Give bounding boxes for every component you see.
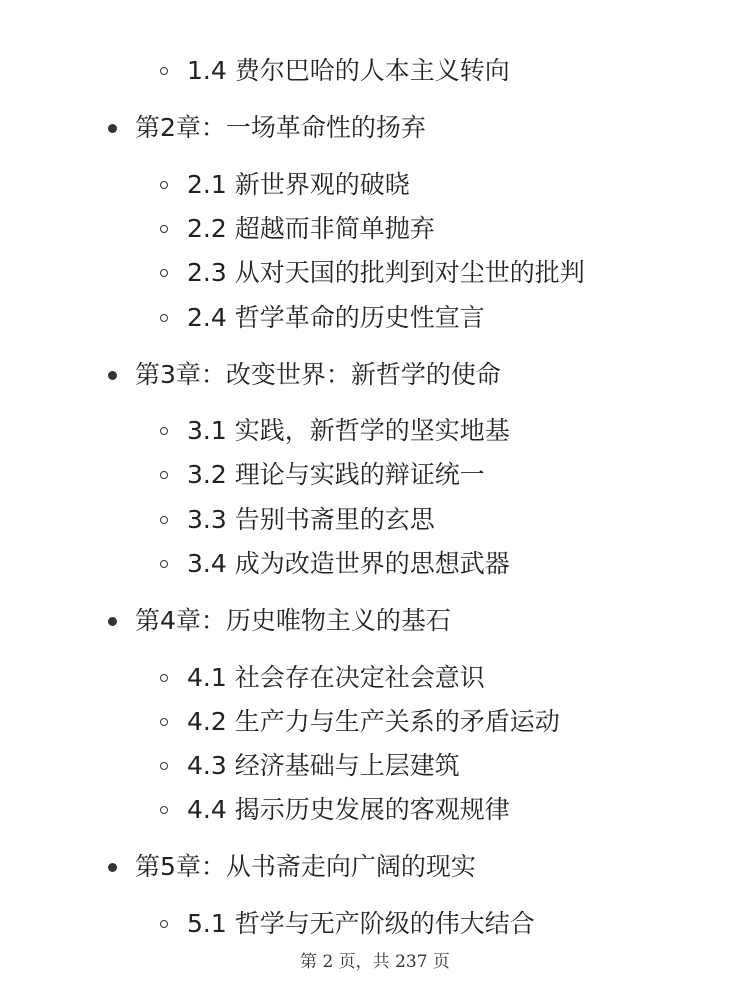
circle-bullet-icon — [160, 471, 168, 479]
toc-chapter-label: 第4章：历史唯物主义的基石 — [135, 606, 451, 635]
toc-section-label: 3.4 成为改造世界的思想武器 — [187, 549, 510, 578]
circle-bullet-icon — [160, 269, 168, 277]
circle-bullet-icon — [160, 674, 168, 682]
circle-bullet-icon — [160, 314, 168, 322]
toc-section-label: 1.4 费尔巴哈的人本主义转向 — [187, 56, 510, 85]
toc-section-2-2[interactable] — [160, 209, 435, 249]
toc-section-label: 3.3 告别书斋里的玄思 — [187, 505, 435, 534]
toc-section-label: 2.2 超越而非简单抛弃 — [187, 214, 435, 243]
toc-section-2-3[interactable] — [160, 253, 585, 293]
circle-bullet-icon — [160, 67, 168, 75]
circle-bullet-icon — [160, 920, 168, 928]
circle-bullet-icon — [160, 225, 168, 233]
toc-section-3-4[interactable] — [160, 544, 510, 584]
circle-bullet-icon — [160, 718, 168, 726]
circle-bullet-icon — [160, 806, 168, 814]
toc-section-3-2[interactable] — [160, 455, 485, 495]
toc-section-2-4[interactable] — [160, 298, 485, 338]
toc-chapter-4[interactable] — [108, 601, 451, 641]
toc-section-label: 3.1 实践，新哲学的坚实地基 — [187, 416, 510, 445]
toc-section-label: 2.4 哲学革命的历史性宣言 — [187, 303, 485, 332]
toc-section-4-4[interactable] — [160, 790, 510, 830]
toc-chapter-label: 第2章：一场革命性的扬弃 — [135, 113, 426, 142]
circle-bullet-icon — [160, 427, 168, 435]
toc-chapter-2[interactable] — [108, 108, 426, 148]
toc-section-4-2[interactable] — [160, 702, 560, 742]
toc-section-4-3[interactable] — [160, 746, 460, 786]
toc-chapter-label: 第3章：改变世界：新哲学的使命 — [135, 360, 501, 389]
toc-section-5-1[interactable] — [160, 904, 535, 944]
toc-section-label: 2.1 新世界观的破晓 — [187, 170, 410, 199]
toc-section-label: 4.2 生产力与生产关系的矛盾运动 — [187, 707, 560, 736]
toc-chapter-5[interactable] — [108, 847, 476, 887]
disc-bullet-icon — [108, 371, 117, 380]
circle-bullet-icon — [160, 181, 168, 189]
toc-section-label: 3.2 理论与实践的辩证统一 — [187, 460, 485, 489]
toc-section-1-4[interactable] — [160, 51, 510, 91]
disc-bullet-icon — [108, 124, 117, 133]
toc-section-label: 2.3 从对天国的批判到对尘世的批判 — [187, 258, 585, 287]
toc-section-3-3[interactable] — [160, 500, 435, 540]
toc-chapter-3[interactable] — [108, 355, 501, 395]
page-number-footer: 第 2 页，共 237 页 — [300, 952, 450, 972]
toc-section-label: 5.1 哲学与无产阶级的伟大结合 — [187, 909, 535, 938]
disc-bullet-icon — [108, 863, 117, 872]
toc-section-label: 4.4 揭示历史发展的客观规律 — [187, 795, 510, 824]
toc-section-2-1[interactable] — [160, 165, 410, 205]
toc-section-label: 4.3 经济基础与上层建筑 — [187, 751, 460, 780]
toc-chapter-label: 第5章：从书斋走向广阔的现实 — [135, 852, 476, 881]
circle-bullet-icon — [160, 762, 168, 770]
circle-bullet-icon — [160, 560, 168, 568]
toc-section-3-1[interactable] — [160, 411, 510, 451]
toc-section-4-1[interactable] — [160, 658, 485, 698]
toc-section-label: 4.1 社会存在决定社会意识 — [187, 663, 485, 692]
disc-bullet-icon — [108, 617, 117, 626]
circle-bullet-icon — [160, 516, 168, 524]
